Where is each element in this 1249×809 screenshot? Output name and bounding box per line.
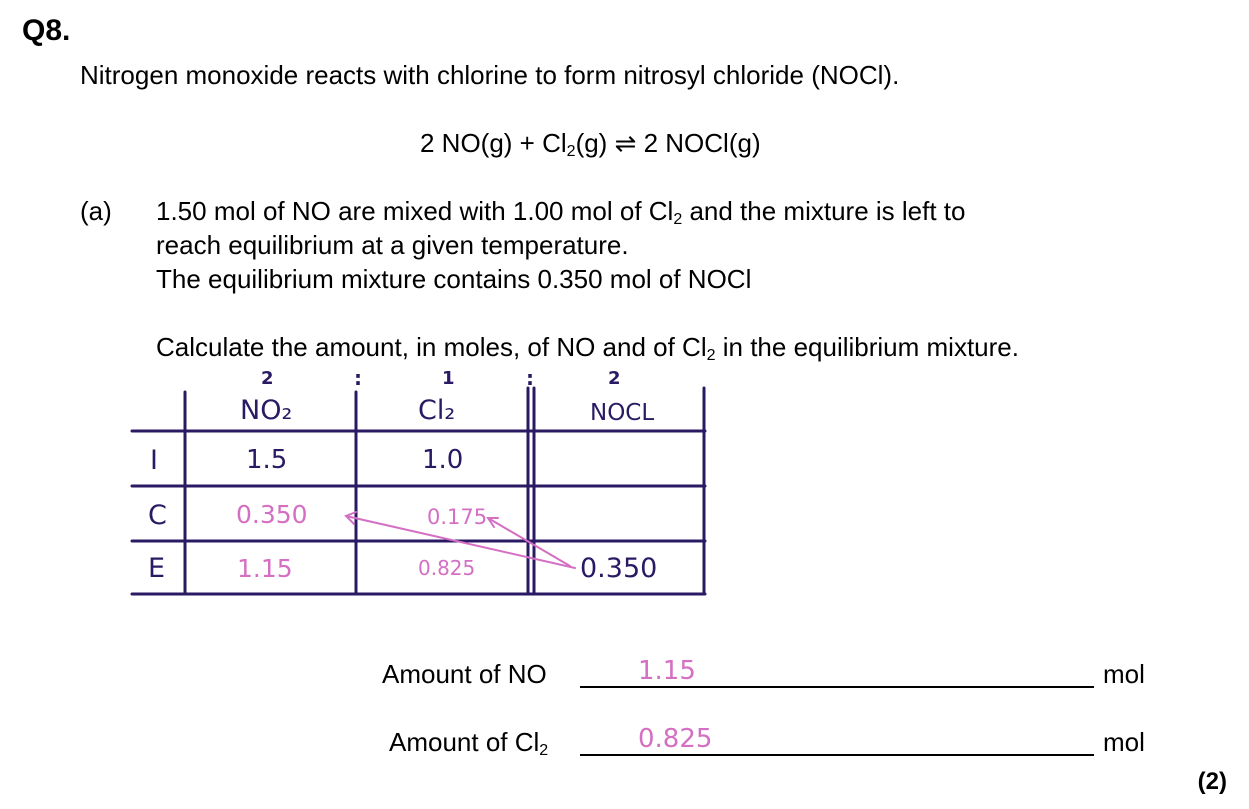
ratio-label-cl2: 1 xyxy=(442,368,455,389)
row-label-change: C xyxy=(148,500,167,531)
ratio-separator: : xyxy=(354,366,362,390)
part-a-line-1-text: 1.50 mol of NO are mixed with 1.00 mol of Cl xyxy=(156,196,674,226)
answer-cl2-label-text: Amount of Cl xyxy=(389,727,540,757)
header-nocl: NOCL xyxy=(590,400,655,426)
cell-change-no2: 0.350 xyxy=(236,500,308,529)
header-no2: NO₂ xyxy=(240,395,293,426)
answer-cl2-value: 0.825 xyxy=(638,724,713,754)
part-a-task-subscript: 2 xyxy=(706,347,716,364)
answer-cl2-line xyxy=(580,754,1094,756)
part-a-line-1-end: and the mixture is left to xyxy=(682,196,966,226)
part-a-line-3: The equilibrium mixture contains 0.350 mol of NOCl xyxy=(156,264,752,294)
cell-initial-no2: 1.5 xyxy=(246,445,288,475)
equation-rhs: 2 NOCl(g) xyxy=(636,128,761,158)
question-intro: Nitrogen monoxide reacts with chlorine to form nitrosyl chloride (NOCl). xyxy=(80,60,900,90)
cell-equilibrium-no2: 1.15 xyxy=(237,554,293,583)
answer-cl2-label xyxy=(389,725,548,768)
answer-no-line xyxy=(580,686,1094,688)
part-a-line-2: reach equilibrium at a given temperature. xyxy=(156,230,629,260)
cell-initial-cl2: 1.0 xyxy=(422,445,464,475)
answer-cl2-label-subscript: 2 xyxy=(539,742,549,759)
equation-lhs-subscript: 2 xyxy=(566,143,576,160)
cell-equilibrium-nocl: 0.350 xyxy=(580,553,658,584)
part-a-task-end: in the equilibrium mixture. xyxy=(715,332,1019,362)
answer-no-unit: mol xyxy=(1103,659,1145,689)
answer-no-label: Amount of NO xyxy=(382,659,547,689)
equilibrium-arrow-icon: ⇌ xyxy=(614,128,637,158)
part-a-line-1-subscript: 2 xyxy=(673,211,683,228)
part-a-label: (a) xyxy=(80,196,112,226)
ratio-label-nocl: 2 xyxy=(608,368,621,389)
equation-lhs: 2 NO(g) + Cl xyxy=(420,128,567,158)
question-number: Q8. xyxy=(22,14,71,47)
ratio-label-no2: 2 xyxy=(261,368,274,389)
row-label-equilibrium: E xyxy=(148,553,166,584)
equation-lhs-state: (g) xyxy=(575,128,615,158)
answer-no-value: 1.15 xyxy=(638,656,696,686)
header-cl2: Cl₂ xyxy=(418,395,456,426)
part-a-task-text: Calculate the amount, in moles, of NO and of Cl xyxy=(156,332,707,362)
marks-total: (2) xyxy=(1197,768,1227,795)
answer-cl2-unit: mol xyxy=(1103,727,1145,757)
row-label-initial: I xyxy=(150,445,158,476)
cell-equilibrium-cl2: 0.825 xyxy=(418,556,476,580)
ratio-separator: : xyxy=(526,366,534,390)
cell-change-cl2: 0.175 xyxy=(427,505,488,529)
